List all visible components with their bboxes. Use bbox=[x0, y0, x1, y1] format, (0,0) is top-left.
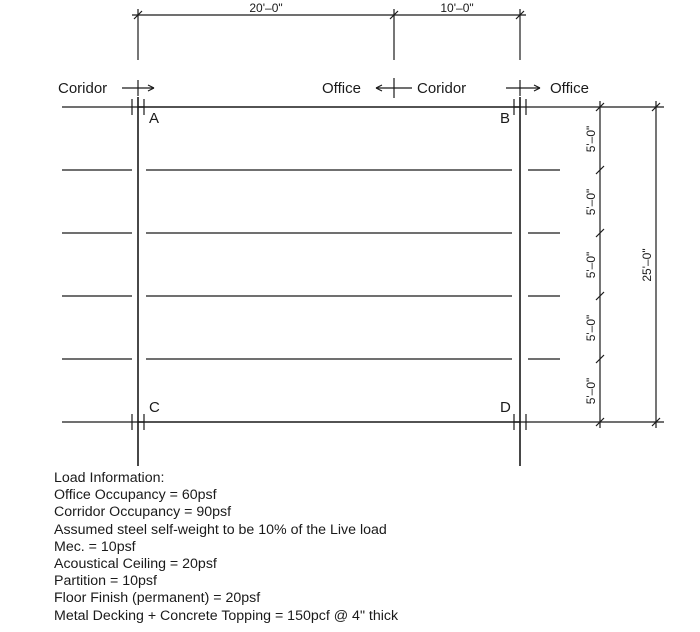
column-symbols bbox=[132, 99, 526, 430]
load-line-corridor: Corridor Occupancy = 90psf bbox=[54, 504, 232, 521]
top-dimension-string bbox=[132, 1, 526, 60]
load-line-steel: Assumed steel self-weight to be 10% of the Live load bbox=[54, 521, 387, 538]
node-b: B bbox=[500, 110, 511, 127]
node-d: D bbox=[500, 399, 511, 416]
dim-spacing-1: 5'–0" bbox=[584, 125, 598, 153]
beams bbox=[62, 107, 610, 422]
load-line-ceiling: Acoustical Ceiling = 20psf bbox=[54, 556, 217, 573]
load-information bbox=[54, 470, 398, 625]
dim-10ft: 10'–0" bbox=[440, 1, 474, 15]
dim-spacing-4: 5'–0" bbox=[584, 314, 598, 342]
zone-labels bbox=[58, 78, 589, 98]
spacing-dimension-string bbox=[584, 101, 604, 428]
label-corridor-left: Coridor bbox=[58, 80, 108, 97]
load-line-decking: Metal Decking + Concrete Topping = 150pcf @ 4" thick bbox=[54, 607, 399, 624]
load-line-finish: Floor Finish (permanent) = 20psf bbox=[54, 590, 261, 607]
dim-spacing-2: 5'–0" bbox=[584, 188, 598, 216]
dim-spacing-5: 5'–0" bbox=[584, 377, 598, 405]
node-a: A bbox=[149, 110, 160, 127]
dim-spacing-3: 5'–0" bbox=[584, 251, 598, 279]
dim-25ft: 25'–0" bbox=[640, 248, 654, 282]
label-corridor-mid: Coridor bbox=[417, 80, 467, 97]
girders bbox=[138, 97, 520, 466]
load-line-mec: Mec. = 10psf bbox=[54, 538, 136, 555]
load-line-office: Office Occupancy = 60psf bbox=[54, 487, 217, 504]
load-line-partition: Partition = 10psf bbox=[54, 573, 157, 590]
label-office-right: Office bbox=[550, 80, 589, 97]
label-office-mid: Office bbox=[322, 80, 361, 97]
load-title: Load Information: bbox=[54, 470, 165, 486]
node-c: C bbox=[149, 399, 160, 416]
dim-20ft: 20'–0" bbox=[249, 1, 283, 15]
overall-dimension bbox=[610, 101, 664, 428]
